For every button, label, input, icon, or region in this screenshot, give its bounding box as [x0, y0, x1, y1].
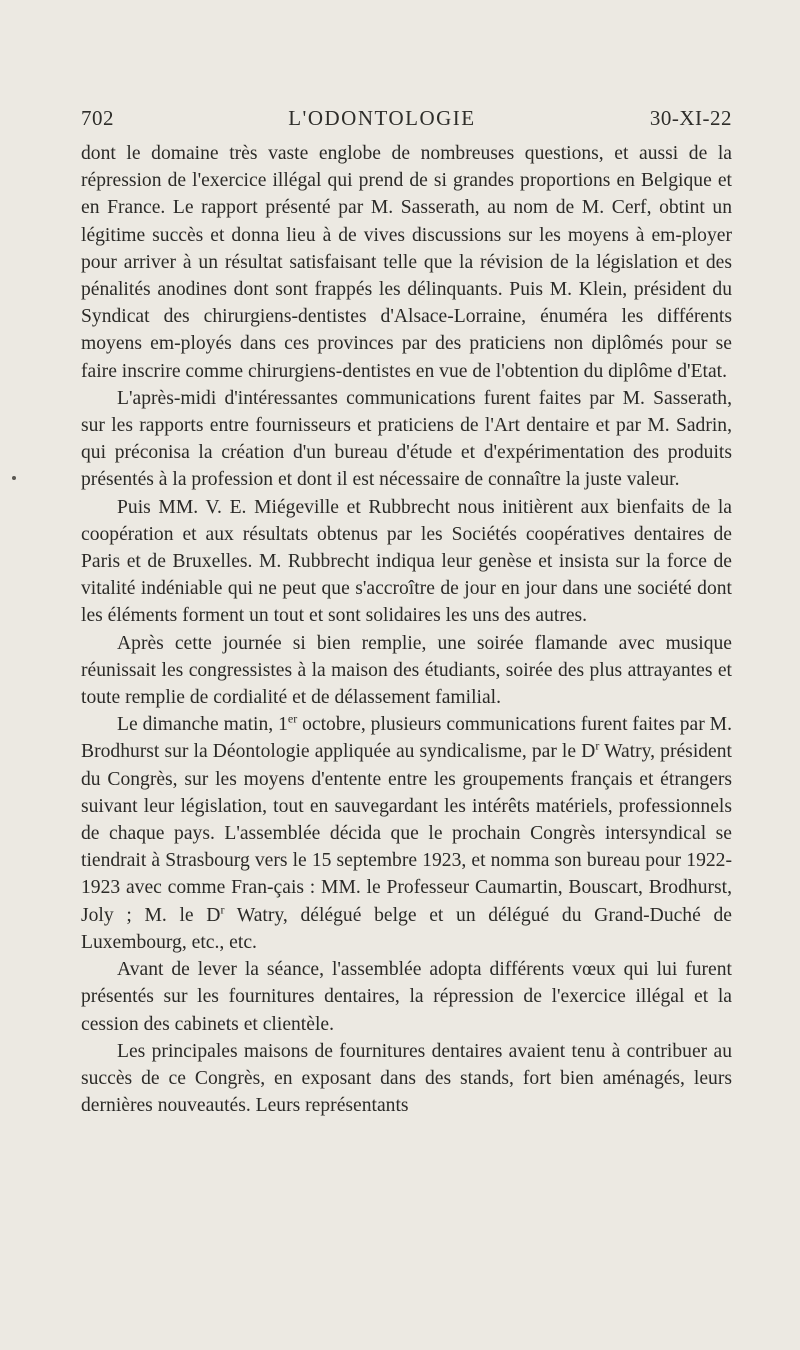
- journal-title: L'ODONTOLOGIE: [288, 106, 476, 130]
- page-number: 702: [81, 106, 114, 130]
- margin-mark: [12, 476, 16, 480]
- paragraph-5: Le dimanche matin, 1er octobre, plusieurs communications furent faites par M. Brodhurst sur la Déontologie appliquée au syndicalisme, par le $D^r$ Watry, président du Congrès, sur les moyens d'entente entre les groupements français et étrangers suivant leur législation, tout en sauvegardant les intérêts matériels, professionnels de chaque pays. L'assemblée décida que le prochain Congrès intersyndical se tiendrait à Strasbourg vers le 15 septembre 1923, et nomma son bureau pour 1922-1923 avec comme Fran-çais : MM. le Professeur Caumartin, Bouscart, Brodhurst, Joly ; M. le $D^r$ Watry, délégué belge et un délégué du Grand-Duché de Luxembourg, etc., etc.: [81, 711, 733, 953]
- paragraph-6: Avant de lever la séance, l'assemblée adopta différents vœux qui lui furent présentés sur les fournitures dentaires, la répression de l'exercice illégal et la cession des cabinets et clientèle.: [81, 959, 732, 1035]
- paragraph-2: L'après-midi d'intéressantes communications furent faites par M. Sasserath, sur les rapports entre fournisseurs et praticiens de l'Art dentaire et par M. Sadrin, qui préconisa la création d'un bureau d'étude et d'expérimentation des produits présentés à la profession et dont il est nécessaire de connaître la juste valeur.: [81, 387, 732, 491]
- body-text: [81, 140, 732, 1119]
- paragraph-7: Les principales maisons de fournitures dentaires avaient tenu à contribuer au succès de ce Congrès, en exposant dans des stands, fort bien aménagés, leurs dernières nouveautés. Leurs représentants: [81, 1040, 732, 1117]
- issue-date: 30-XI-22: [649, 106, 732, 130]
- paragraph-1: dont le domaine très vaste englobe de nombreuses questions, et aussi de la répression de l'exercice illégal qui prend de si grandes proportions en Belgique et en France. Le rapport présenté par M. Sasserath, au nom de M. Cerf, obtint un légitime succès et donna lieu à de vives discussions sur les moyens à em-ployer pour arriver à un résultat satisfaisant telle que la révision de la législation et des pénalités anodines dont sont frappés les délinquants. Puis M. Klein, président du Syndicat des chirurgiens-dentistes d'Alsace-Lorraine, énuméra les différents moyens em-ployés dans ces provinces par des praticiens non diplômés pour se faire inscrire comme chirurgiens-dentistes en vue de l'obtention du diplôme d'Etat.: [81, 143, 732, 382]
- paragraph-3: Puis MM. V. E. Miégeville et Rubbrecht nous initièrent aux bienfaits de la coopération et aux résultats obtenus par les Sociétés coopératives dentaires de Paris et de Bruxelles. M. Rubbrecht indiqua leur genèse et insista sur la force de vitalité indéniable qui ne peut que s'accroître de jour en jour dans une société dont les éléments forment un tout et sont solidaires les uns des autres.: [81, 496, 732, 627]
- paragraph-4: Après cette journée si bien remplie, une soirée flamande avec musique réunissait les congressistes à la maison des étudiants, soirée des plus attrayantes et toute remplie de cordialité et de délassement familial.: [81, 632, 732, 709]
- running-head: [81, 106, 732, 140]
